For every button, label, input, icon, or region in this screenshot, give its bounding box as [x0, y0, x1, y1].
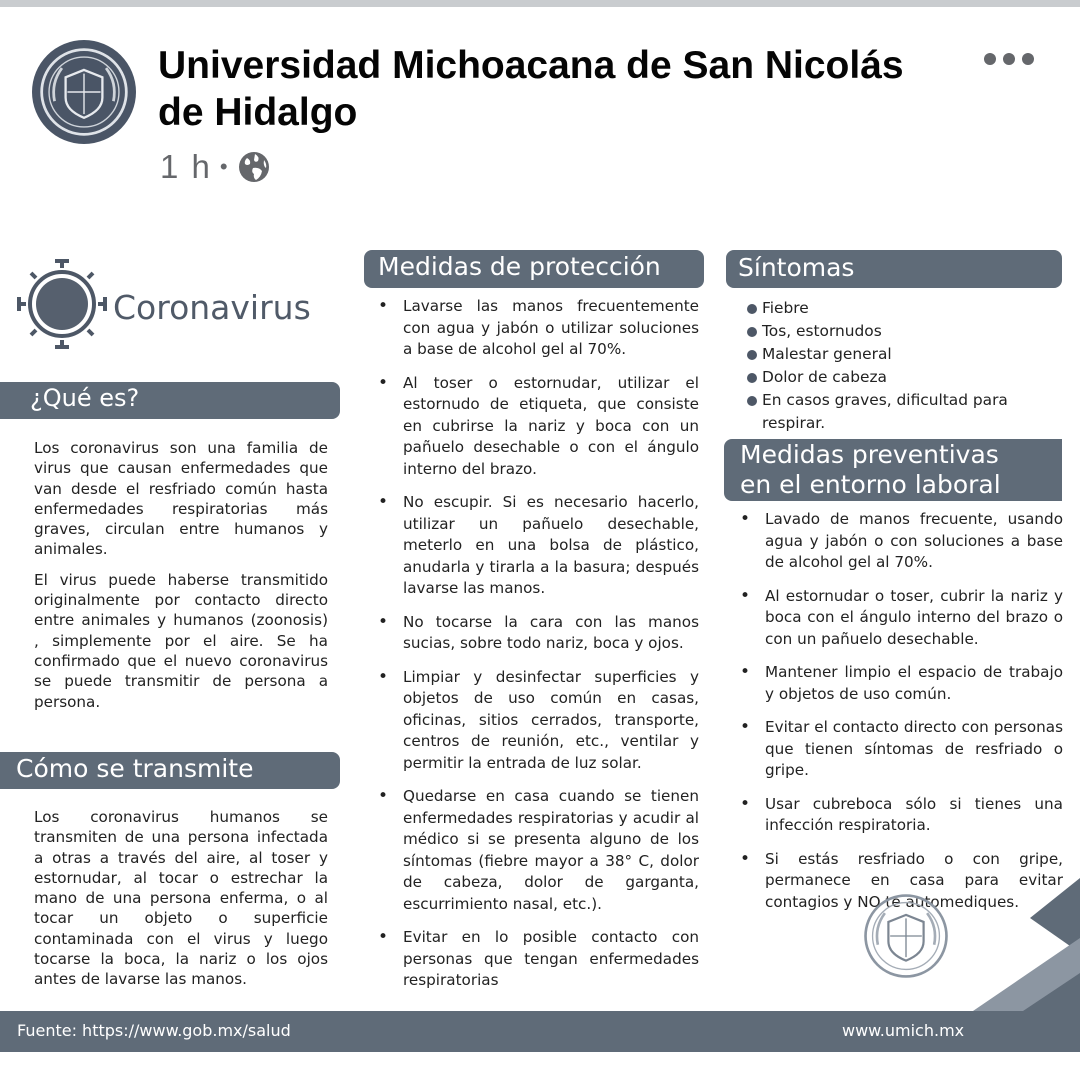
list-item: Fiebre: [746, 297, 1062, 320]
list-item: • Usar cubreboca sólo si tienes una infección respiratoria.: [738, 794, 1063, 837]
university-seal-icon: [38, 46, 130, 138]
laboral-heading-line: Medidas preventivas: [740, 440, 999, 469]
que-es-paragraph: Los coronavirus son una familia de virus que causan enfermedades que van desde el resfriado común hasta enfermedades respiratorias más graves, circulan entre humanos y animales.: [34, 439, 328, 559]
more-dot: [1003, 53, 1015, 65]
list-item: • Evitar en lo posible contacto con personas que tengan enfermedades respiratorias: [376, 927, 699, 992]
laboral-heading: [724, 439, 1062, 501]
more-dot: [1022, 53, 1034, 65]
list-item: • Lavado de manos frecuente, usando agua y jabón o con soluciones a base de alcohol gel al 70%.: [738, 509, 1063, 574]
globe-icon[interactable]: [238, 151, 270, 183]
infographic-title: Coronavirus: [113, 288, 311, 327]
meta-separator: •: [219, 154, 230, 179]
sintomas-heading: Síntomas: [726, 250, 1062, 288]
list-item: • Al toser o estornudar, utilizar el estornudo de etiqueta, que consiste en cubrirse la nariz y boca con un pañuelo desechable o con el ángulo interno del brazo.: [376, 373, 699, 481]
list-item: • Limpiar y desinfectar superficies y objetos de uso común en casas, oficinas, sitios cerrados, transporte, centros de reunión, etc., ventilar y permitir la entrada de luz solar.: [376, 667, 699, 775]
list-item: • Lavarse las manos frecuentemente con agua y jabón o utilizar soluciones a base de alcohol gel al 70%.: [376, 296, 699, 361]
list-item: • Quedarse en casa cuando se tienen enfermedades respiratorias y acudir al médico si se presenta alguno de los síntomas (fiebre mayor a 38° C, dolor de cabeza, dolor de garganta, escurrimiento nasal, etc.).: [376, 786, 699, 915]
list-item: Dolor de cabeza: [746, 366, 1062, 389]
post-time[interactable]: 1 h: [160, 148, 212, 185]
website-text: www.umich.mx: [842, 1021, 965, 1040]
list-item: • Mantener limpio el espacio de trabajo y objetos de uso común.: [738, 662, 1063, 705]
list-item: Malestar general: [746, 343, 1062, 366]
page-avatar[interactable]: [32, 40, 136, 144]
more-dot: [984, 53, 996, 65]
laboral-heading-line: en el entorno laboral: [740, 470, 1001, 499]
list-item: • Si estás resfriado o con gripe, permanece en casa para evitar contagios y NO te automediques.: [738, 849, 1063, 914]
transmite-text: [34, 807, 328, 1000]
list-item: En casos graves, dificultad para respirar.: [746, 389, 1062, 435]
laboral-list: [738, 509, 1063, 925]
que-es-text: [34, 438, 328, 722]
que-es-paragraph: El virus puede haberse transmitido originalmente por contacto directo entre animales y humanos (zoonosis) , simplemente por el aire. Se ha confirmado que el nuevo coronavirus se puede transmitir de persona a persona.: [34, 570, 328, 711]
top-divider: [0, 0, 1080, 7]
transmite-paragraph: Los coronavirus humanos se transmiten de una persona infectada a otras a través del aire, al toser y estornudar, al tocar o estrechar la mano de una persona enferma, o al tocar un objeto o superficie contaminada con el virus y luego tocarse la boca, la nariz o los ojos antes de lavarse las manos.: [34, 808, 328, 989]
list-item: • No tocarse la cara con las manos sucias, sobre todo nariz, boca y ojos.: [376, 612, 699, 655]
more-options-button[interactable]: [984, 46, 1040, 72]
proteccion-list: [376, 296, 699, 1004]
coronavirus-icon: [16, 258, 108, 350]
sintomas-list: [746, 297, 1062, 435]
list-item: • Al estornudar o toser, cubrir la nariz y boca con el ángulo interno del brazo o con un pañuelo desechable.: [738, 586, 1063, 651]
infographic-footer: [0, 1011, 1080, 1052]
post-image-infographic[interactable]: [0, 238, 1080, 1052]
university-seal-icon: [862, 892, 950, 980]
transmite-heading: Cómo se transmite: [0, 752, 340, 789]
list-item: Tos, estornudos: [746, 320, 1062, 343]
list-item: • Evitar el contacto directo con personas que tienen síntomas de resfriado o gripe.: [738, 717, 1063, 782]
page-name-link[interactable]: Universidad Michoacana de San Nicolás de Hidalgo: [158, 44, 904, 134]
proteccion-heading: Medidas de protección: [364, 250, 704, 288]
que-es-heading: ¿Qué es?: [0, 382, 340, 419]
post-meta: [160, 148, 270, 186]
list-item: • No escupir. Si es necesario hacerlo, utilizar un pañuelo desechable, meterlo en una bolsa de plástico, anudarla y tirarla a la basura; después lavarse las manos.: [376, 492, 699, 600]
source-text: Fuente: https://www.gob.mx/salud: [17, 1021, 291, 1040]
